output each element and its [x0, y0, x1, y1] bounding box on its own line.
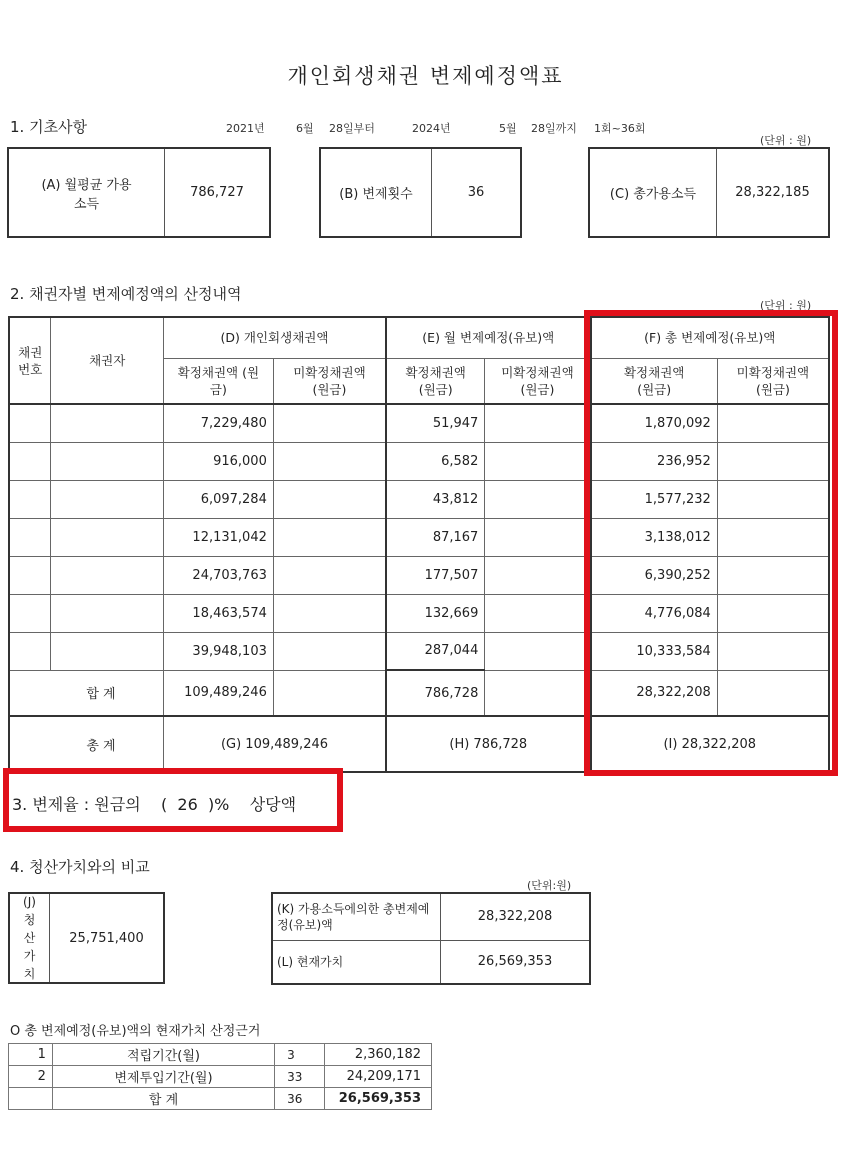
header-e: (E) 월 변제예정(유보)액 — [386, 317, 591, 358]
row-d-confirmed: 12,131,042 — [163, 518, 273, 556]
row-d-confirmed: 6,097,284 — [163, 480, 273, 518]
pv-total-months: 36 — [275, 1088, 325, 1110]
row-d-confirmed: 916,000 — [163, 442, 273, 480]
row-e-unconfirmed — [485, 404, 591, 442]
header-f: (F) 총 변제예정(유보)액 — [591, 317, 829, 358]
row-d-unconfirmed — [273, 556, 386, 594]
creditor-name — [51, 442, 164, 480]
row-e-confirmed: 43,812 — [386, 480, 485, 518]
header-f-confirmed: 확정채권액 (원금) — [591, 358, 718, 404]
row-f-confirmed: 1,577,232 — [591, 480, 718, 518]
row-e-confirmed: 132,669 — [386, 594, 485, 632]
row-d-unconfirmed — [273, 632, 386, 670]
creditor-name — [51, 594, 164, 632]
document-title: 개인회생채권 변제예정액표 — [287, 64, 564, 88]
repayment-rate: 3. 변제율 : 원금의 ( 26 )% 상당액 — [12, 795, 297, 814]
header-no: 채권 번호 — [9, 317, 51, 404]
pv-row-no: 1 — [9, 1044, 53, 1066]
row-e-confirmed: 177,507 — [386, 556, 485, 594]
row-e-confirmed: 287,044 — [386, 632, 485, 670]
creditor-name — [51, 518, 164, 556]
creditor-no — [9, 442, 51, 480]
subtotal-label: 합 계 — [9, 670, 163, 716]
total-label: 총 계 — [9, 716, 163, 772]
row-d-unconfirmed — [273, 480, 386, 518]
row-d-confirmed: 39,948,103 — [163, 632, 273, 670]
total-h: (H) 786,728 — [386, 716, 591, 772]
pv-row-months: 33 — [275, 1066, 325, 1088]
present-value-table — [8, 1043, 432, 1110]
row-e-confirmed: 51,947 — [386, 404, 485, 442]
c-label: (C) 총가용소득 — [609, 187, 697, 202]
creditor-no — [9, 632, 51, 670]
period-rounds: 1회~36회 — [594, 122, 646, 135]
row-f-confirmed: 10,333,584 — [591, 632, 718, 670]
pv-heading: O 총 변제예정(유보)액의 현재가치 산정근거 — [10, 1024, 261, 1039]
row-e-unconfirmed — [485, 594, 591, 632]
box-c — [588, 147, 830, 238]
box-a — [7, 147, 271, 238]
row-e-unconfirmed — [485, 632, 591, 670]
section1-heading: 1. 기초사항 — [10, 118, 88, 136]
creditor-name — [51, 556, 164, 594]
pv-total-label: 합 계 — [52, 1088, 274, 1110]
creditor-no — [9, 404, 51, 442]
row-e-unconfirmed — [485, 442, 591, 480]
header-f-unconfirmed: 미확정채권액 (원금) — [717, 358, 829, 404]
a-label: (A) 월평균 가용소득 — [41, 177, 132, 212]
period-end-day: 28일까지 — [531, 122, 577, 135]
period-start-day: 28일부터 — [329, 122, 375, 135]
row-d-confirmed: 24,703,763 — [163, 556, 273, 594]
period-end-month: 5월 — [499, 122, 517, 135]
box-b — [319, 147, 522, 238]
row-d-unconfirmed — [273, 518, 386, 556]
period-end-year: 2024년 — [412, 122, 451, 135]
pv-row — [9, 1044, 432, 1066]
header-e-unconfirmed: 미확정채권액 (원금) — [485, 358, 591, 404]
row-f-confirmed: 4,776,084 — [591, 594, 718, 632]
pv-total-value: 26,569,353 — [325, 1088, 432, 1110]
section4-heading: 4. 청산가치와의 비교 — [10, 858, 150, 876]
j-value: 25,751,400 — [69, 930, 144, 946]
subtotal-e: 786,728 — [386, 670, 485, 716]
section2-heading: 2. 채권자별 변제예정액의 산정내역 — [10, 285, 242, 303]
l-label: (L) 현재가치 — [272, 940, 441, 984]
header-d: (D) 개인회생채권액 — [163, 317, 386, 358]
row-f-confirmed: 6,390,252 — [591, 556, 718, 594]
creditor-no — [9, 480, 51, 518]
row-e-confirmed: 6,582 — [386, 442, 485, 480]
section4-unit: (단위:원) — [527, 879, 572, 892]
row-d-confirmed: 7,229,480 — [163, 404, 273, 442]
period-start-month: 6월 — [296, 122, 314, 135]
row-f-confirmed: 3,138,012 — [591, 518, 718, 556]
creditor-no — [9, 556, 51, 594]
j-label: (J) 청산 가치 — [10, 894, 50, 982]
header-creditor: 채권자 — [51, 317, 164, 404]
header-d-confirmed: 확정채권액 (원금) — [163, 358, 273, 404]
period-start-year: 2021년 — [226, 122, 265, 135]
b-value: 36 — [431, 149, 520, 236]
liquidation-value-box — [8, 892, 165, 984]
total-i: (I) 28,322,208 — [591, 716, 829, 772]
a-value: 786,727 — [164, 149, 269, 236]
header-d-unconfirmed: 미확정채권액 (원금) — [273, 358, 386, 404]
pv-row-value: 2,360,182 — [325, 1044, 432, 1066]
row-d-unconfirmed — [273, 594, 386, 632]
subtotal-d: 109,489,246 — [163, 670, 273, 716]
creditor-name — [51, 632, 164, 670]
pv-row-label: 변제투입기간(월) — [52, 1066, 274, 1088]
l-value: 26,569,353 — [441, 940, 591, 984]
section1-unit: (단위 : 원) — [760, 134, 812, 147]
pv-row-months: 3 — [275, 1044, 325, 1066]
total-g: (G) 109,489,246 — [163, 716, 386, 772]
row-d-confirmed: 18,463,574 — [163, 594, 273, 632]
c-value: 28,322,185 — [716, 149, 828, 236]
creditor-no — [9, 518, 51, 556]
section2-unit: (단위 : 원) — [760, 299, 812, 312]
pv-row-no: 2 — [9, 1066, 53, 1088]
creditor-name — [51, 480, 164, 518]
comparison-table — [271, 892, 591, 985]
row-f-confirmed: 236,952 — [591, 442, 718, 480]
row-d-unconfirmed — [273, 404, 386, 442]
highlight-f-column — [584, 310, 838, 776]
pv-row — [9, 1066, 432, 1088]
b-label: (B) 변제횟수 — [339, 187, 413, 202]
highlight-repayment-rate — [3, 768, 343, 832]
subtotal-f: 28,322,208 — [591, 670, 718, 716]
row-d-unconfirmed — [273, 442, 386, 480]
row-e-unconfirmed — [485, 518, 591, 556]
k-value: 28,322,208 — [441, 893, 591, 940]
k-label: (K) 가용소득에의한 총변제예정(유보)액 — [272, 893, 441, 940]
creditor-name — [51, 404, 164, 442]
row-e-unconfirmed — [485, 480, 591, 518]
pv-row-value: 24,209,171 — [325, 1066, 432, 1088]
header-e-confirmed: 확정채권액 (원금) — [386, 358, 485, 404]
pv-row-label: 적립기간(월) — [52, 1044, 274, 1066]
creditor-no — [9, 594, 51, 632]
row-f-confirmed: 1,870,092 — [591, 404, 718, 442]
row-e-unconfirmed — [485, 556, 591, 594]
row-e-confirmed: 87,167 — [386, 518, 485, 556]
